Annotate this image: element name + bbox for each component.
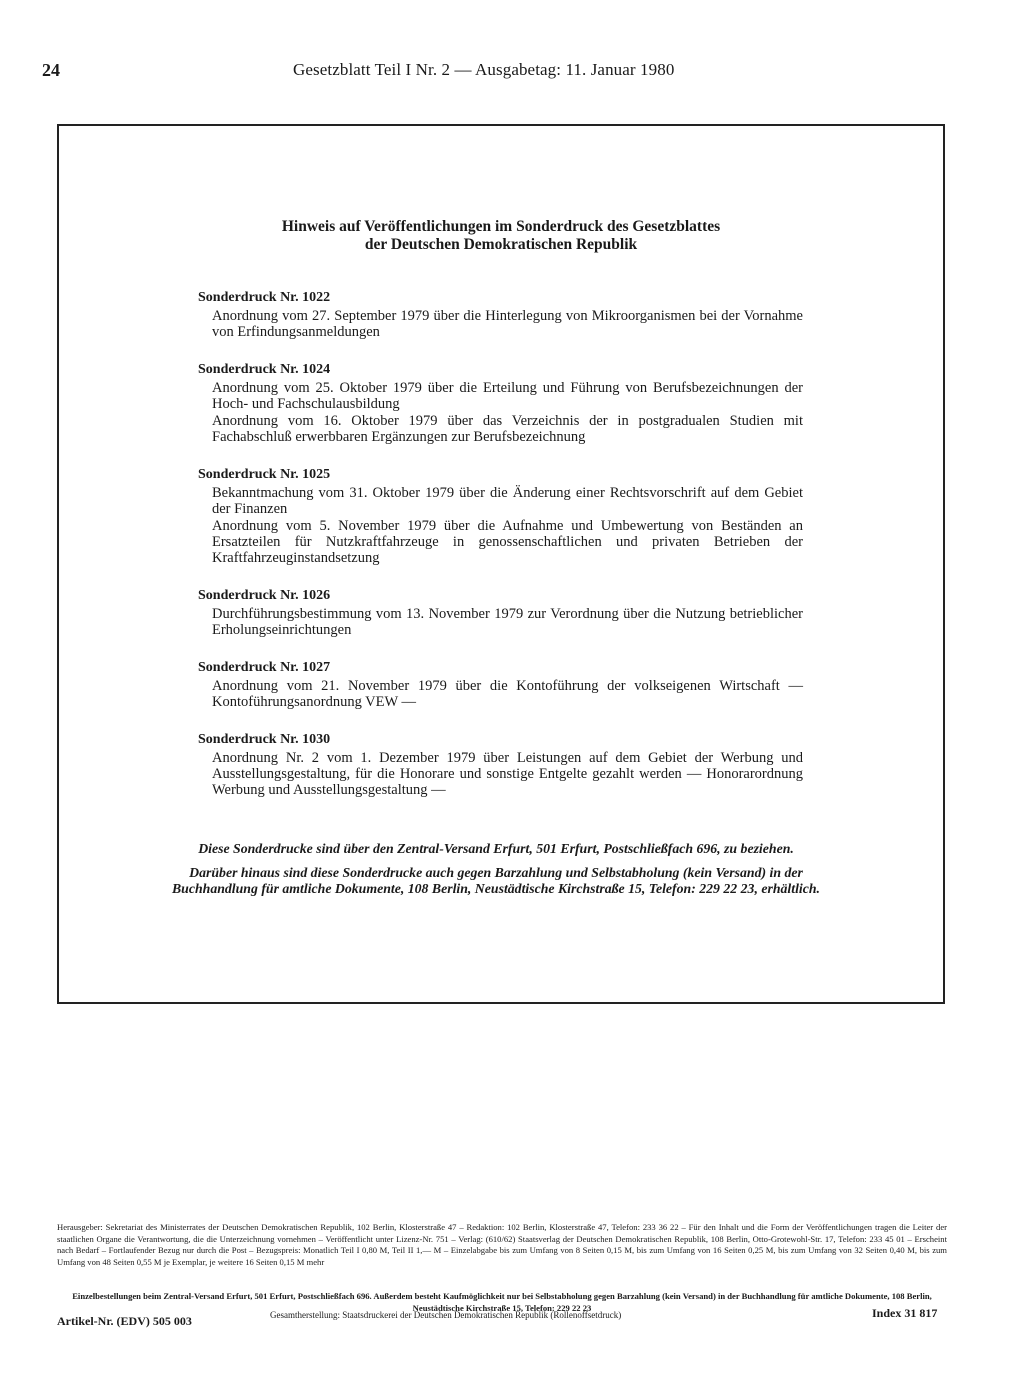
- entry-item: Anordnung vom 27. September 1979 über die Hinterlegung von Mikroorganismen bei der Vornahme von Erfindungsanmeldungen: [212, 308, 803, 340]
- notice-box: [57, 124, 945, 1004]
- entry-heading: Sonderdruck Nr. 1026: [198, 588, 331, 603]
- entry-heading: Sonderdruck Nr. 1027: [198, 660, 331, 675]
- entry-1026: [198, 587, 803, 638]
- article-number: Artikel-Nr. (EDV) 505 003: [57, 1314, 192, 1328]
- entry-item: Anordnung vom 25. Oktober 1979 über die Erteilung und Führung von Berufsbezeichnungen der Hoch- und Fachschulausbildung: [212, 380, 803, 412]
- entry-heading: Sonderdruck Nr. 1022: [198, 290, 331, 305]
- entry-heading: Sonderdruck Nr. 1025: [198, 467, 331, 482]
- ordering-note-zentral-versand: Diese Sonderdrucke sind über den Zentral-Versand Erfurt, 501 Erfurt, Postschließfach 696, zu beziehen.: [198, 841, 794, 856]
- entry-1025: [198, 466, 803, 566]
- entry-item: Anordnung vom 5. November 1979 über die Aufnahme und Umbewertung von Beständen an Ersatzteilen für Nutzkraftfahrzeuge in genossenschaftlichen und privaten Betrieben der Kraftfahrzeuginstandsetzung: [212, 518, 803, 566]
- ordering-note-buchhandlung: Darüber hinaus sind diese Sonderdrucke auch gegen Barzahlung und Selbstabholung (kein Versand) in der Buchhandlung für amtliche Dokumente, 108 Berlin, Neustädtische Kirchstraße 15, Telefon: 229 22 23, erhältlich.: [171, 865, 820, 896]
- entry-1024: [198, 361, 803, 445]
- index-number: Index 31 817: [872, 1306, 938, 1320]
- entry-item: Durchführungsbestimmung vom 13. November 1979 zur Verordnung über die Nutzung betrieblicher Erholungseinrichtungen: [212, 606, 803, 638]
- entry-item: Anordnung vom 16. Oktober 1979 über das Verzeichnis der in postgradualen Studien mit Fachabschluß erwerbbaren Ergänzungen zur Berufsbezeichnung: [212, 413, 803, 445]
- entry-item: Anordnung vom 21. November 1979 über die Kontoführung der volkseigenen Wirtschaft — Kontoführungsanordnung VEW —: [212, 678, 803, 710]
- ordering-notes: [169, 841, 823, 905]
- entry-1027: [198, 659, 803, 710]
- single-order-info: Einzelbestellungen beim Zentral-Versand Erfurt, 501 Erfurt, Postschließfach 696. Außerdem besteht Kaufmöglichkeit nur bei Selbstabholung gegen Barzahlung (kein Versand) in der Buchhandlung für amtliche Dokumente, 108 Berlin, Neustädtische Kirchstraße 15, Telefon: 229 22 23: [72, 1291, 932, 1313]
- entry-1022: [198, 289, 803, 340]
- notice-title: [59, 218, 943, 254]
- entry-1030: [198, 731, 803, 798]
- entry-item: Bekanntmachung vom 31. Oktober 1979 über die Änderung einer Rechtsvorschrift auf dem Gebiet der Finanzen: [212, 485, 803, 517]
- entry-heading: Sonderdruck Nr. 1024: [198, 362, 331, 377]
- entry-list: [198, 289, 803, 819]
- page-number: 24: [42, 60, 60, 80]
- notice-title-line-1: Hinweis auf Veröffentlichungen im Sonderdruck des Gesetzblattes: [281, 218, 721, 235]
- entry-item: Anordnung Nr. 2 vom 1. Dezember 1979 über Leistungen auf dem Gebiet der Werbung und Ausstellungsgestaltung, für die Honorare und sonstige Entgelte gezahlt werden — Honorarordnung Werbung und Ausstellungsgestaltung —: [212, 750, 803, 798]
- notice-title-line-2: der Deutschen Demokratischen Republik: [364, 236, 638, 253]
- imprint-text: Herausgeber: Sekretariat des Ministerrates der Deutschen Demokratischen Republik, 102 Berlin, Klosterstraße 47 – Redaktion: 102 Berlin, Klosterstraße 47, Telefon: 233 36 22 – Für den Inhalt und die Form der Veröffentlichungen tragen die Leiter der staatlichen Organe die Verantwortung, die die Unterzeichnung vornehmen – Veröffentlicht unter Lizenz-Nr. 751 – Verlag: (610/62) Staatsverlag der Deutschen Demokratischen Republik, 108 Berlin, Otto-Grotewohl-Str. 17, Telefon: 233 45 01 – Erscheint nach Bedarf – Fortlaufender Bezug nur durch die Post – Bezugspreis: Monatlich Teil I 0,80 M, Teil II 1,— M – Einzelabgabe bis zum Umfang von 8 Seiten 0,15 M, bis zum Umfang von 16 Seiten 0,25 M, bis zum Umfang von 32 Seiten 0,40 M, bis zum Umfang von 48 Seiten 0,55 M je Exemplar, je weitere 16 Seiten 0,15 M mehr: [57, 1222, 947, 1268]
- running-header: Gesetzblatt Teil I Nr. 2 — Ausgabetag: 11. Januar 1980: [293, 60, 675, 79]
- entry-heading: Sonderdruck Nr. 1030: [198, 732, 331, 747]
- printer-credit: Gesamtherstellung: Staatsdruckerei der Deutschen Demokratischen Republik (Rollenoffsetdruck): [270, 1310, 622, 1320]
